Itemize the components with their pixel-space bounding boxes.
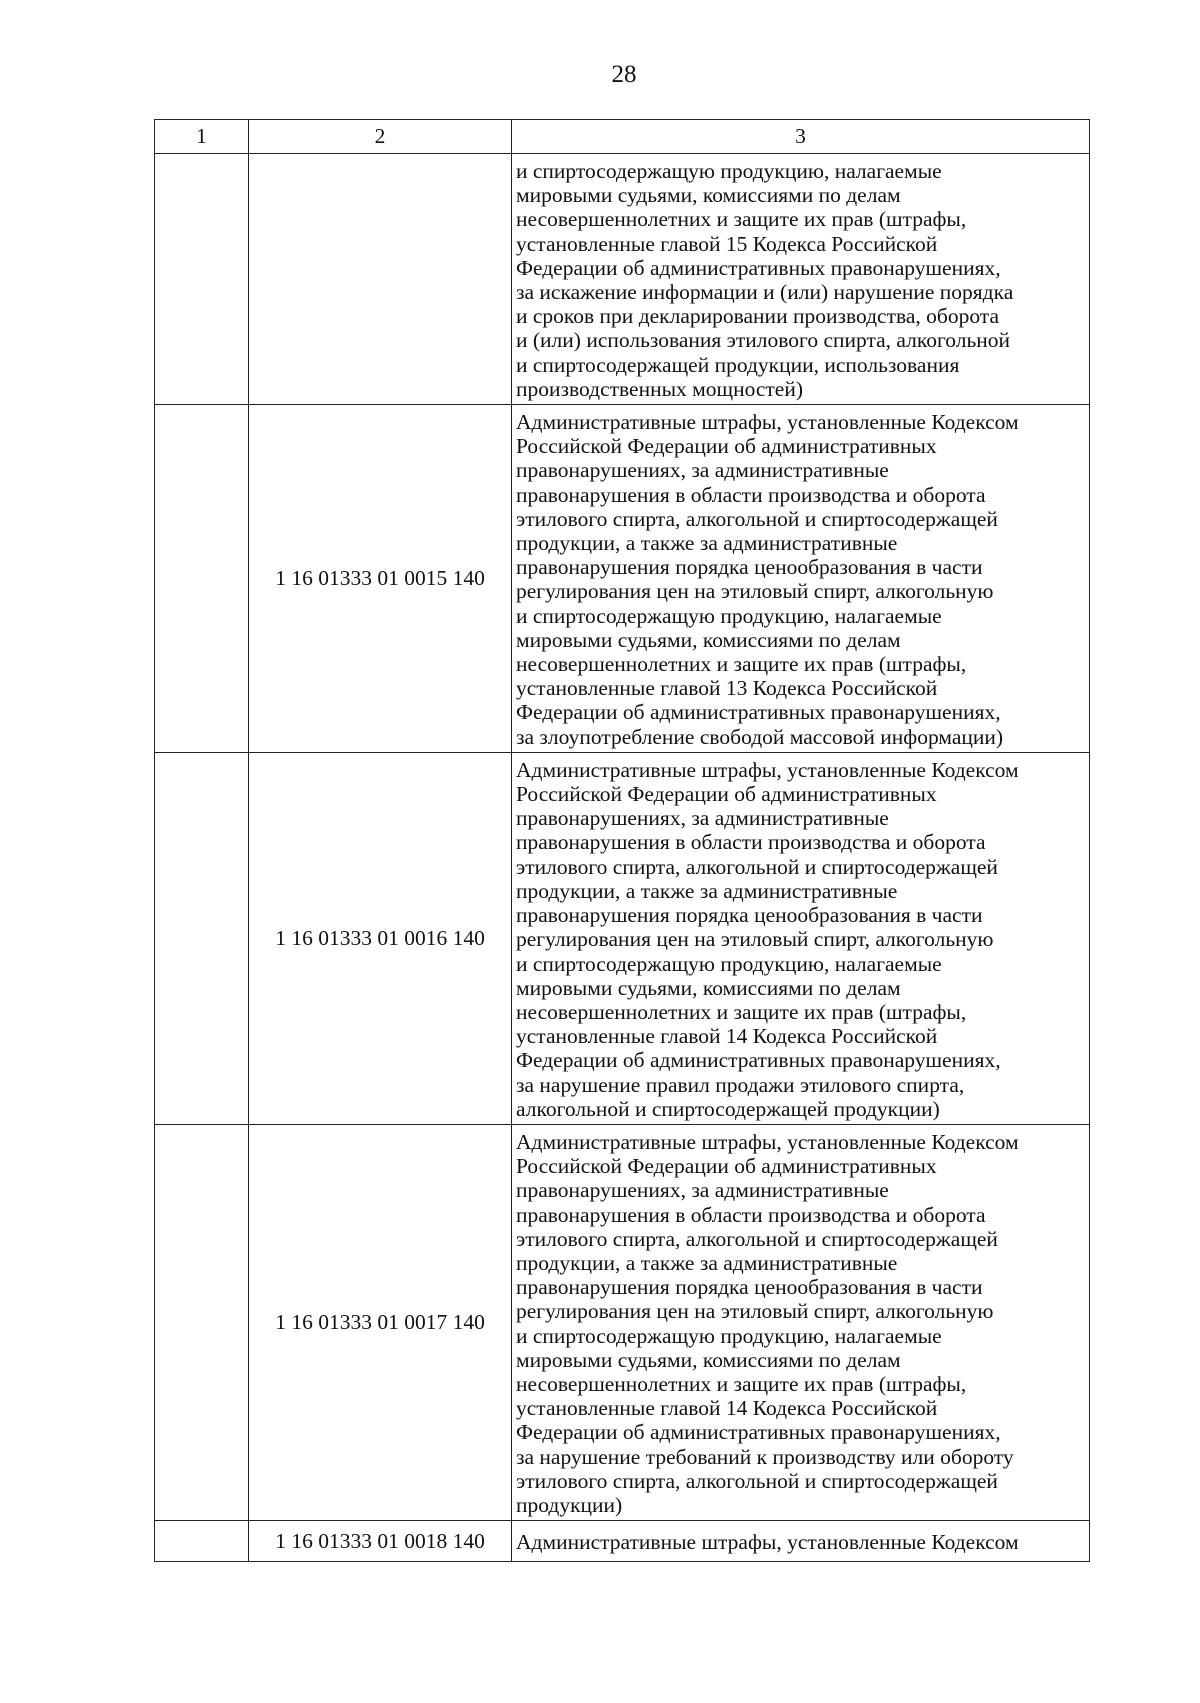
description-cell: [512, 1124, 1090, 1520]
description-line: правонарушениях, за административные: [516, 806, 889, 831]
classification-code-cell: 1 16 01333 01 0017 140: [249, 1124, 512, 1520]
description-line: Российской Федерации об административных: [516, 782, 937, 807]
classification-code-cell: 1 16 01333 01 0015 140: [249, 405, 512, 753]
description-line: несовершеннолетних и защите их прав (штрафы,: [516, 652, 967, 677]
row-number-cell: [155, 1521, 249, 1562]
description-line: продукции): [516, 1492, 623, 1517]
description-line: Российской Федерации об административных: [516, 434, 937, 459]
description-line: продукции, а также за административные: [516, 531, 898, 556]
description-line: правонарушения порядка ценообразования в части: [516, 903, 983, 928]
classification-table: [154, 119, 1090, 1562]
description-line: несовершеннолетних и защите их прав (штрафы,: [516, 1371, 967, 1396]
description-line: регулирования цен на этиловый спирт, алкогольную: [516, 579, 994, 604]
description-line: правонарушения в области производства и оборота: [516, 482, 986, 507]
description-line: продукции, а также за административные: [516, 1250, 898, 1275]
description-cell: [512, 154, 1090, 405]
description-line: правонарушения порядка ценообразования в части: [516, 555, 983, 580]
description-line: Федерации об административных правонарушениях,: [516, 700, 1001, 725]
table-row: [155, 405, 1090, 753]
description-line: регулирования цен на этиловый спирт, алкогольную: [516, 1299, 994, 1324]
description-line: Административные штрафы, установленные Кодексом: [516, 757, 1019, 782]
description-line: правонарушения порядка ценообразования в части: [516, 1275, 983, 1300]
description-line: установленные главой 15 Кодекса Российской: [516, 231, 938, 256]
description-line: правонарушения в области производства и оборота: [516, 1202, 986, 1227]
description-line: Федерации об административных правонарушениях,: [516, 1420, 1001, 1445]
page-number: 28: [611, 61, 637, 88]
row-number-cell: [155, 1124, 249, 1520]
table-row: [155, 1521, 1090, 1562]
description-line: несовершеннолетних и защите их прав (штрафы,: [516, 999, 967, 1024]
description-line: и спиртосодержащую продукцию, налагаемые: [516, 159, 942, 183]
description-line: правонарушения в области производства и оборота: [516, 830, 986, 855]
header-col-2: 2: [249, 120, 512, 154]
description-cell: [512, 1521, 1090, 1562]
classification-code-cell: 1 16 01333 01 0016 140: [249, 752, 512, 1124]
description-line: за искажение информации и (или) нарушение порядка: [516, 280, 1014, 305]
classification-code-cell: [249, 154, 512, 405]
description-line: этилового спирта, алкогольной и спиртосодержащей: [516, 1226, 998, 1251]
description-line: и спиртосодержащую продукцию, налагаемые: [516, 1323, 942, 1348]
description-line: Административные штрафы, установленные Кодексом: [516, 1129, 1019, 1154]
description-line: и спиртосодержащую продукцию, налагаемые: [516, 603, 942, 628]
description-line: за нарушение требований к производству или обороту: [516, 1444, 1014, 1469]
description-line: регулирования цен на этиловый спирт, алкогольную: [516, 927, 994, 952]
description-line: этилового спирта, алкогольной и спиртосодержащей: [516, 854, 998, 879]
table-row: [155, 154, 1090, 405]
header-col-1: 1: [155, 120, 249, 154]
description-line: несовершеннолетних и защите их прав (штрафы,: [516, 207, 967, 232]
row-number-cell: [155, 405, 249, 753]
description-line: правонарушениях, за административные: [516, 1178, 889, 1203]
description-line: установленные главой 14 Кодекса Российской: [516, 1396, 938, 1421]
description-line: Административные штрафы, установленные Кодексом: [516, 1530, 1019, 1555]
description-line: алкогольной и спиртосодержащей продукции): [516, 1096, 940, 1121]
description-line: этилового спирта, алкогольной и спиртосодержащей: [516, 506, 998, 531]
description-cell: [512, 405, 1090, 753]
description-line: мировыми судьями, комиссиями по делам: [516, 183, 901, 208]
description-line: правонарушениях, за административные: [516, 458, 889, 483]
description-line: производственных мощностей): [516, 376, 804, 401]
row-number-cell: [155, 752, 249, 1124]
description-line: Федерации об административных правонарушениях,: [516, 255, 1001, 280]
classification-code-cell: 1 16 01333 01 0018 140: [249, 1521, 512, 1562]
row-number-cell: [155, 154, 249, 405]
description-cell: [512, 752, 1090, 1124]
description-line: мировыми судьями, комиссиями по делам: [516, 1347, 901, 1372]
description-line: Российской Федерации об административных: [516, 1154, 937, 1179]
description-line: и спиртосодержащей продукции, использования: [516, 352, 960, 377]
description-line: Федерации об административных правонарушениях,: [516, 1048, 1001, 1073]
description-line: мировыми судьями, комиссиями по делам: [516, 627, 901, 652]
description-line: продукции, а также за административные: [516, 878, 898, 903]
description-line: и спиртосодержащую продукцию, налагаемые: [516, 951, 942, 976]
description-line: и сроков при декларировании производства, оборота: [516, 304, 999, 329]
table-header-row: [155, 120, 1090, 154]
table-body: [155, 154, 1090, 1562]
table-row: [155, 752, 1090, 1124]
description-line: за нарушение правил продажи этилового спирта,: [516, 1072, 965, 1097]
description-line: установленные главой 14 Кодекса Российской: [516, 1024, 938, 1049]
header-col-3: 3: [512, 120, 1090, 154]
description-line: этилового спирта, алкогольной и спиртосодержащей: [516, 1468, 998, 1493]
table-row: [155, 1124, 1090, 1520]
description-line: и (или) использования этилового спирта, алкогольной: [516, 328, 1011, 353]
description-line: мировыми судьями, комиссиями по делам: [516, 975, 901, 1000]
description-line: за злоупотребление свободой массовой информации): [516, 724, 1004, 749]
description-line: установленные главой 13 Кодекса Российской: [516, 676, 938, 701]
description-line: Административные штрафы, установленные Кодексом: [516, 410, 1019, 435]
